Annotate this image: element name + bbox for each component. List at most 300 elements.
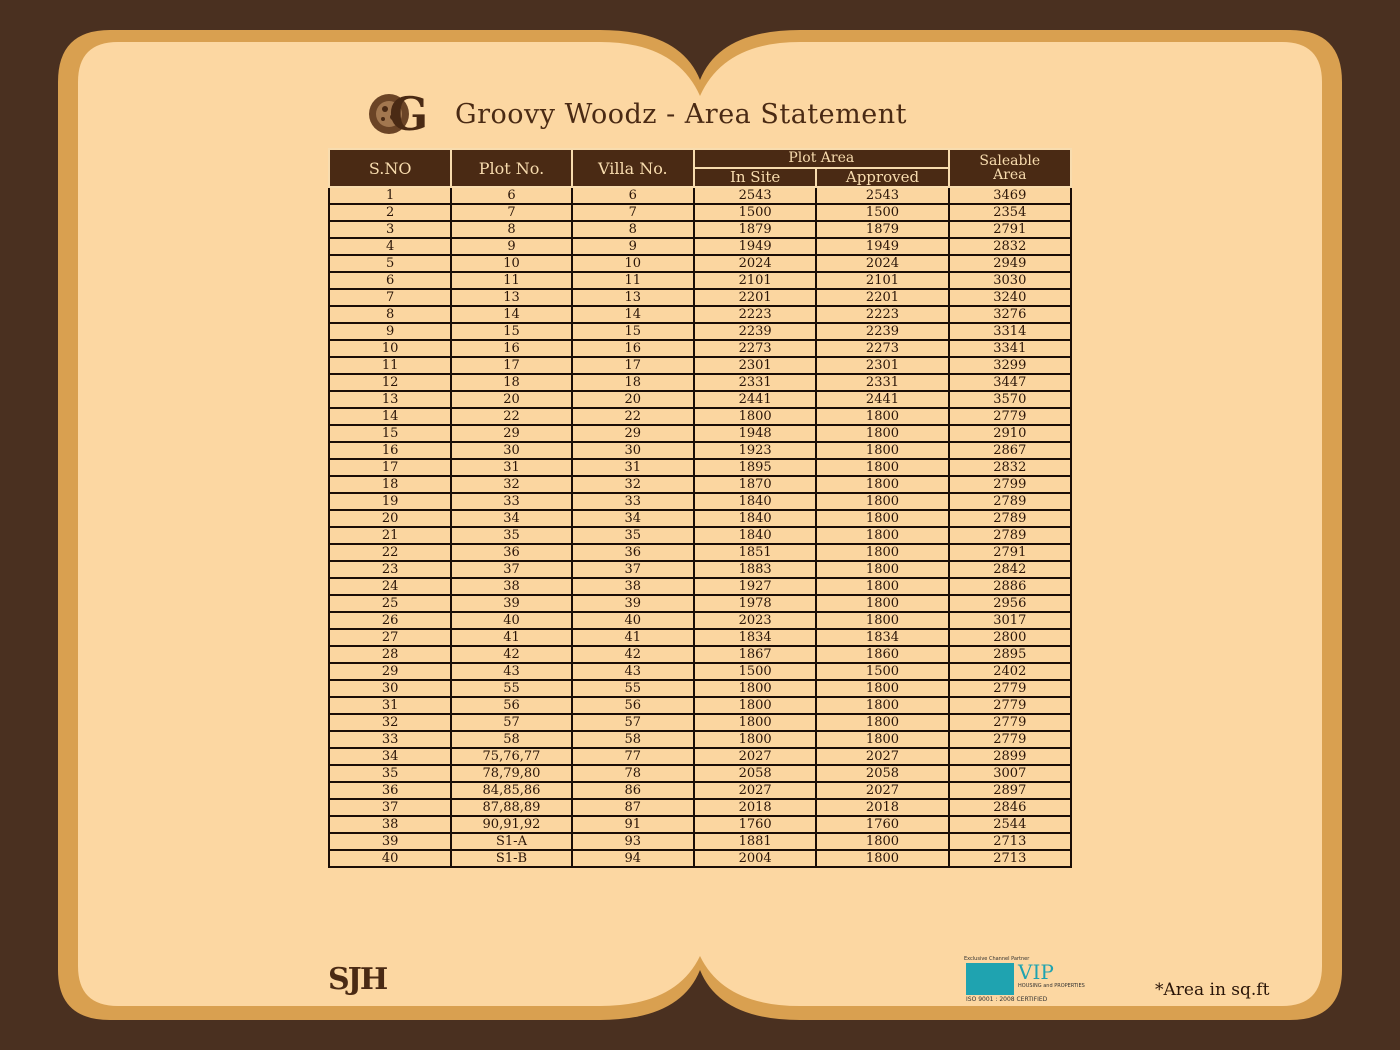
cell-saleable-area: 2886 [949, 578, 1071, 595]
cell-approved: 1800 [816, 476, 948, 493]
cell-approved: 2273 [816, 340, 948, 357]
cell-saleable-area: 3570 [949, 391, 1071, 408]
cell-saleable-area: 2949 [949, 255, 1071, 272]
cell-approved: 2018 [816, 799, 948, 816]
cell-saleable-area: 2899 [949, 748, 1071, 765]
cell-in-site: 1881 [694, 833, 816, 850]
cell-plot-no: 14 [451, 306, 571, 323]
cell-in-site: 1895 [694, 459, 816, 476]
table-row [329, 374, 1071, 391]
cell-plot-no: 78,79,80 [451, 765, 571, 782]
cell-in-site: 2441 [694, 391, 816, 408]
cell-saleable-area: 2956 [949, 595, 1071, 612]
cell-villa-no: 35 [572, 527, 694, 544]
cell-villa-no: 56 [572, 697, 694, 714]
cell-villa-no: 42 [572, 646, 694, 663]
cell-in-site: 1800 [694, 408, 816, 425]
cell-in-site: 1500 [694, 204, 816, 221]
cell-in-site: 1867 [694, 646, 816, 663]
cell-approved: 2301 [816, 357, 948, 374]
table-row [329, 493, 1071, 510]
table-row [329, 425, 1071, 442]
cell-approved: 1800 [816, 697, 948, 714]
cell-villa-no: 41 [572, 629, 694, 646]
cell-sno: 40 [329, 850, 451, 867]
cell-villa-no: 78 [572, 765, 694, 782]
header-saleable-line1: Saleable [979, 153, 1041, 169]
cell-sno: 20 [329, 510, 451, 527]
cell-villa-no: 17 [572, 357, 694, 374]
cell-approved: 2201 [816, 289, 948, 306]
cell-villa-no: 36 [572, 544, 694, 561]
cell-saleable-area: 3469 [949, 187, 1071, 204]
cell-approved: 2223 [816, 306, 948, 323]
cell-sno: 12 [329, 374, 451, 391]
cell-plot-no: 30 [451, 442, 571, 459]
svg-text:G: G [389, 89, 429, 139]
cell-in-site: 1834 [694, 629, 816, 646]
groovy-woodz-logo-icon [365, 89, 439, 139]
table-row [329, 561, 1071, 578]
cell-sno: 7 [329, 289, 451, 306]
cell-sno: 19 [329, 493, 451, 510]
table-row [329, 204, 1071, 221]
cell-sno: 33 [329, 731, 451, 748]
cell-sno: 17 [329, 459, 451, 476]
cell-saleable-area: 2779 [949, 731, 1071, 748]
cell-sno: 14 [329, 408, 451, 425]
cell-approved: 2543 [816, 187, 948, 204]
cell-saleable-area: 3030 [949, 272, 1071, 289]
cell-plot-no: 18 [451, 374, 571, 391]
cell-villa-no: 15 [572, 323, 694, 340]
cell-plot-no: 75,76,77 [451, 748, 571, 765]
cell-saleable-area: 2779 [949, 697, 1071, 714]
table-row [329, 221, 1071, 238]
cell-sno: 10 [329, 340, 451, 357]
table-row [329, 238, 1071, 255]
cell-plot-no: 56 [451, 697, 571, 714]
cell-sno: 9 [329, 323, 451, 340]
cell-villa-no: 43 [572, 663, 694, 680]
cell-approved: 1800 [816, 680, 948, 697]
cell-in-site: 2024 [694, 255, 816, 272]
cell-plot-no: 7 [451, 204, 571, 221]
table-row [329, 357, 1071, 374]
cell-sno: 13 [329, 391, 451, 408]
cell-approved: 1760 [816, 816, 948, 833]
cell-approved: 1500 [816, 204, 948, 221]
document-header [365, 88, 907, 140]
cell-approved: 2239 [816, 323, 948, 340]
cell-plot-no: 43 [451, 663, 571, 680]
cell-in-site: 2331 [694, 374, 816, 391]
table-row [329, 578, 1071, 595]
cell-sno: 23 [329, 561, 451, 578]
cell-villa-no: 87 [572, 799, 694, 816]
table-row [329, 340, 1071, 357]
cell-sno: 35 [329, 765, 451, 782]
table-row [329, 714, 1071, 731]
cell-plot-no: 36 [451, 544, 571, 561]
cell-approved: 1800 [816, 714, 948, 731]
cell-approved: 1800 [816, 612, 948, 629]
cell-sno: 18 [329, 476, 451, 493]
cell-approved: 1800 [816, 578, 948, 595]
cell-saleable-area: 3299 [949, 357, 1071, 374]
cell-in-site: 2543 [694, 187, 816, 204]
cell-approved: 2027 [816, 748, 948, 765]
cell-sno: 3 [329, 221, 451, 238]
table-row [329, 731, 1071, 748]
cell-plot-no: 15 [451, 323, 571, 340]
header-approved: Approved [816, 168, 948, 187]
cell-plot-no: 20 [451, 391, 571, 408]
cell-in-site: 1840 [694, 493, 816, 510]
cell-approved: 1949 [816, 238, 948, 255]
cell-in-site: 1800 [694, 731, 816, 748]
cell-in-site: 1800 [694, 697, 816, 714]
cell-approved: 1800 [816, 425, 948, 442]
table-row [329, 799, 1071, 816]
cell-in-site: 1870 [694, 476, 816, 493]
cell-villa-no: 86 [572, 782, 694, 799]
cell-approved: 1860 [816, 646, 948, 663]
cell-approved: 2027 [816, 782, 948, 799]
cell-sno: 32 [329, 714, 451, 731]
cell-plot-no: 32 [451, 476, 571, 493]
cell-villa-no: 6 [572, 187, 694, 204]
cell-approved: 1800 [816, 493, 948, 510]
cell-in-site: 1840 [694, 527, 816, 544]
header-saleable-area [949, 149, 1071, 187]
cell-plot-no: 57 [451, 714, 571, 731]
cell-villa-no: 8 [572, 221, 694, 238]
cell-saleable-area: 3240 [949, 289, 1071, 306]
cell-plot-no: 87,88,89 [451, 799, 571, 816]
page-title: Groovy Woodz - Area Statement [455, 98, 907, 130]
cell-saleable-area: 2779 [949, 408, 1071, 425]
cell-villa-no: 29 [572, 425, 694, 442]
cell-villa-no: 40 [572, 612, 694, 629]
cell-villa-no: 31 [572, 459, 694, 476]
partner-caption: Exclusive Channel Partner [964, 956, 1030, 962]
cell-sno: 38 [329, 816, 451, 833]
cell-villa-no: 55 [572, 680, 694, 697]
cell-plot-no: S1-A [451, 833, 571, 850]
cell-in-site: 2027 [694, 782, 816, 799]
area-unit-note: *Area in sq.ft [1155, 980, 1270, 1000]
cell-in-site: 2018 [694, 799, 816, 816]
cell-saleable-area: 3314 [949, 323, 1071, 340]
cell-sno: 11 [329, 357, 451, 374]
table-row [329, 833, 1071, 850]
cell-saleable-area: 2402 [949, 663, 1071, 680]
cell-in-site: 1760 [694, 816, 816, 833]
cell-in-site: 1800 [694, 680, 816, 697]
cell-villa-no: 18 [572, 374, 694, 391]
cell-approved: 1500 [816, 663, 948, 680]
cell-villa-no: 13 [572, 289, 694, 306]
table-row [329, 680, 1071, 697]
cell-saleable-area: 2779 [949, 714, 1071, 731]
cell-sno: 34 [329, 748, 451, 765]
cell-saleable-area: 2791 [949, 544, 1071, 561]
cell-approved: 1800 [816, 510, 948, 527]
cell-villa-no: 20 [572, 391, 694, 408]
cell-saleable-area: 3341 [949, 340, 1071, 357]
cell-saleable-area: 2799 [949, 476, 1071, 493]
cell-saleable-area: 2713 [949, 850, 1071, 867]
partner-iso: ISO 9001 : 2008 CERTIFIED [966, 996, 1048, 1003]
cell-in-site: 1840 [694, 510, 816, 527]
cell-plot-no: 31 [451, 459, 571, 476]
cell-villa-no: 33 [572, 493, 694, 510]
cell-plot-no: 16 [451, 340, 571, 357]
cell-plot-no: 11 [451, 272, 571, 289]
table-row [329, 255, 1071, 272]
cell-sno: 31 [329, 697, 451, 714]
table-row [329, 765, 1071, 782]
cell-sno: 21 [329, 527, 451, 544]
cell-plot-no: 33 [451, 493, 571, 510]
cell-villa-no: 77 [572, 748, 694, 765]
cell-approved: 1800 [816, 595, 948, 612]
cell-sno: 6 [329, 272, 451, 289]
cell-plot-no: 8 [451, 221, 571, 238]
cell-villa-no: 39 [572, 595, 694, 612]
cell-villa-no: 34 [572, 510, 694, 527]
cell-saleable-area: 2791 [949, 221, 1071, 238]
table-body [329, 187, 1071, 867]
cell-plot-no: 9 [451, 238, 571, 255]
cell-saleable-area: 2895 [949, 646, 1071, 663]
cell-villa-no: 9 [572, 238, 694, 255]
cell-in-site: 1927 [694, 578, 816, 595]
table-row [329, 544, 1071, 561]
cell-approved: 1834 [816, 629, 948, 646]
cell-sno: 25 [329, 595, 451, 612]
cell-approved: 1800 [816, 731, 948, 748]
table-row [329, 850, 1071, 867]
cell-in-site: 2223 [694, 306, 816, 323]
cell-sno: 5 [329, 255, 451, 272]
cell-approved: 1879 [816, 221, 948, 238]
table-row [329, 629, 1071, 646]
cell-approved: 2101 [816, 272, 948, 289]
cell-sno: 2 [329, 204, 451, 221]
cell-saleable-area: 2789 [949, 527, 1071, 544]
table-row [329, 289, 1071, 306]
cell-approved: 1800 [816, 544, 948, 561]
cell-saleable-area: 2354 [949, 204, 1071, 221]
cell-plot-no: 35 [451, 527, 571, 544]
cell-approved: 1800 [816, 833, 948, 850]
cell-villa-no: 38 [572, 578, 694, 595]
cell-sno: 16 [329, 442, 451, 459]
cell-sno: 29 [329, 663, 451, 680]
cell-saleable-area: 2846 [949, 799, 1071, 816]
cell-in-site: 2101 [694, 272, 816, 289]
cell-in-site: 1923 [694, 442, 816, 459]
vip-logo-mark-icon [966, 963, 1014, 995]
cell-villa-no: 58 [572, 731, 694, 748]
cell-villa-no: 94 [572, 850, 694, 867]
cell-sno: 39 [329, 833, 451, 850]
partner-sub: HOUSING and PROPERTIES [1018, 983, 1085, 989]
cell-plot-no: 84,85,86 [451, 782, 571, 799]
table-row [329, 697, 1071, 714]
cell-in-site: 2239 [694, 323, 816, 340]
cell-saleable-area: 3276 [949, 306, 1071, 323]
cell-villa-no: 22 [572, 408, 694, 425]
cell-villa-no: 7 [572, 204, 694, 221]
cell-sno: 30 [329, 680, 451, 697]
table-row [329, 646, 1071, 663]
cell-in-site: 1879 [694, 221, 816, 238]
cell-villa-no: 10 [572, 255, 694, 272]
cell-villa-no: 91 [572, 816, 694, 833]
cell-in-site: 2301 [694, 357, 816, 374]
cell-saleable-area: 3017 [949, 612, 1071, 629]
cell-sno: 37 [329, 799, 451, 816]
cell-sno: 4 [329, 238, 451, 255]
table-row [329, 816, 1071, 833]
cell-sno: 24 [329, 578, 451, 595]
cell-in-site: 2023 [694, 612, 816, 629]
cell-saleable-area: 2789 [949, 493, 1071, 510]
cell-plot-no: 41 [451, 629, 571, 646]
cell-in-site: 2273 [694, 340, 816, 357]
cell-villa-no: 37 [572, 561, 694, 578]
cell-approved: 1800 [816, 442, 948, 459]
cell-plot-no: 42 [451, 646, 571, 663]
table-row [329, 476, 1071, 493]
table-row [329, 306, 1071, 323]
header-plot-area: Plot Area [694, 149, 949, 168]
cell-plot-no: 58 [451, 731, 571, 748]
cell-villa-no: 93 [572, 833, 694, 850]
cell-plot-no: 13 [451, 289, 571, 306]
table-row [329, 459, 1071, 476]
cell-in-site: 1851 [694, 544, 816, 561]
cell-saleable-area: 3447 [949, 374, 1071, 391]
table-row [329, 272, 1071, 289]
cell-plot-no: 55 [451, 680, 571, 697]
table-row [329, 323, 1071, 340]
cell-plot-no: 6 [451, 187, 571, 204]
cell-plot-no: 37 [451, 561, 571, 578]
cell-sno: 1 [329, 187, 451, 204]
table-row [329, 442, 1071, 459]
cell-saleable-area: 3007 [949, 765, 1071, 782]
cell-villa-no: 11 [572, 272, 694, 289]
sjh-logo: SJH [328, 962, 387, 997]
table-row [329, 391, 1071, 408]
area-statement-table [328, 148, 1072, 868]
cell-plot-no: 29 [451, 425, 571, 442]
cell-saleable-area: 2842 [949, 561, 1071, 578]
cell-plot-no: 22 [451, 408, 571, 425]
cell-sno: 27 [329, 629, 451, 646]
cell-approved: 1800 [816, 527, 948, 544]
cell-approved: 1800 [816, 561, 948, 578]
cell-in-site: 1500 [694, 663, 816, 680]
table-row [329, 187, 1071, 204]
cell-approved: 1800 [816, 459, 948, 476]
cell-sno: 26 [329, 612, 451, 629]
cell-saleable-area: 2897 [949, 782, 1071, 799]
cell-sno: 8 [329, 306, 451, 323]
cell-in-site: 2027 [694, 748, 816, 765]
header-sno: S.NO [329, 149, 451, 187]
cell-approved: 2024 [816, 255, 948, 272]
cell-approved: 1800 [816, 408, 948, 425]
header-in-site: In Site [694, 168, 816, 187]
cell-sno: 36 [329, 782, 451, 799]
cell-plot-no: 10 [451, 255, 571, 272]
cell-approved: 2441 [816, 391, 948, 408]
partner-name: VIP [1018, 960, 1054, 984]
cell-saleable-area: 2832 [949, 238, 1071, 255]
cell-approved: 2058 [816, 765, 948, 782]
cell-plot-no: 90,91,92 [451, 816, 571, 833]
cell-in-site: 1978 [694, 595, 816, 612]
cell-saleable-area: 2789 [949, 510, 1071, 527]
cell-saleable-area: 2867 [949, 442, 1071, 459]
header-villa-no: Villa No. [572, 149, 694, 187]
cell-in-site: 1949 [694, 238, 816, 255]
cell-plot-no: 17 [451, 357, 571, 374]
cell-plot-no: S1-B [451, 850, 571, 867]
header-plot-no: Plot No. [451, 149, 571, 187]
table-row [329, 612, 1071, 629]
cell-in-site: 1883 [694, 561, 816, 578]
cell-saleable-area: 2713 [949, 833, 1071, 850]
table-row [329, 595, 1071, 612]
cell-plot-no: 39 [451, 595, 571, 612]
cell-in-site: 1800 [694, 714, 816, 731]
table-row [329, 748, 1071, 765]
cell-sno: 22 [329, 544, 451, 561]
cell-saleable-area: 2910 [949, 425, 1071, 442]
cell-saleable-area: 2779 [949, 680, 1071, 697]
cell-in-site: 1948 [694, 425, 816, 442]
cell-villa-no: 57 [572, 714, 694, 731]
cell-in-site: 2058 [694, 765, 816, 782]
cell-plot-no: 40 [451, 612, 571, 629]
cell-sno: 28 [329, 646, 451, 663]
table-row [329, 408, 1071, 425]
header-saleable-line2: Area [993, 167, 1027, 183]
cell-saleable-area: 2544 [949, 816, 1071, 833]
cell-in-site: 2004 [694, 850, 816, 867]
cell-saleable-area: 2832 [949, 459, 1071, 476]
cell-saleable-area: 2800 [949, 629, 1071, 646]
cell-villa-no: 30 [572, 442, 694, 459]
cell-approved: 1800 [816, 850, 948, 867]
cell-villa-no: 16 [572, 340, 694, 357]
table-row [329, 782, 1071, 799]
cell-in-site: 2201 [694, 289, 816, 306]
cell-sno: 15 [329, 425, 451, 442]
cell-plot-no: 38 [451, 578, 571, 595]
table-row [329, 510, 1071, 527]
table-row [329, 663, 1071, 680]
cell-plot-no: 34 [451, 510, 571, 527]
cell-villa-no: 14 [572, 306, 694, 323]
cell-approved: 2331 [816, 374, 948, 391]
